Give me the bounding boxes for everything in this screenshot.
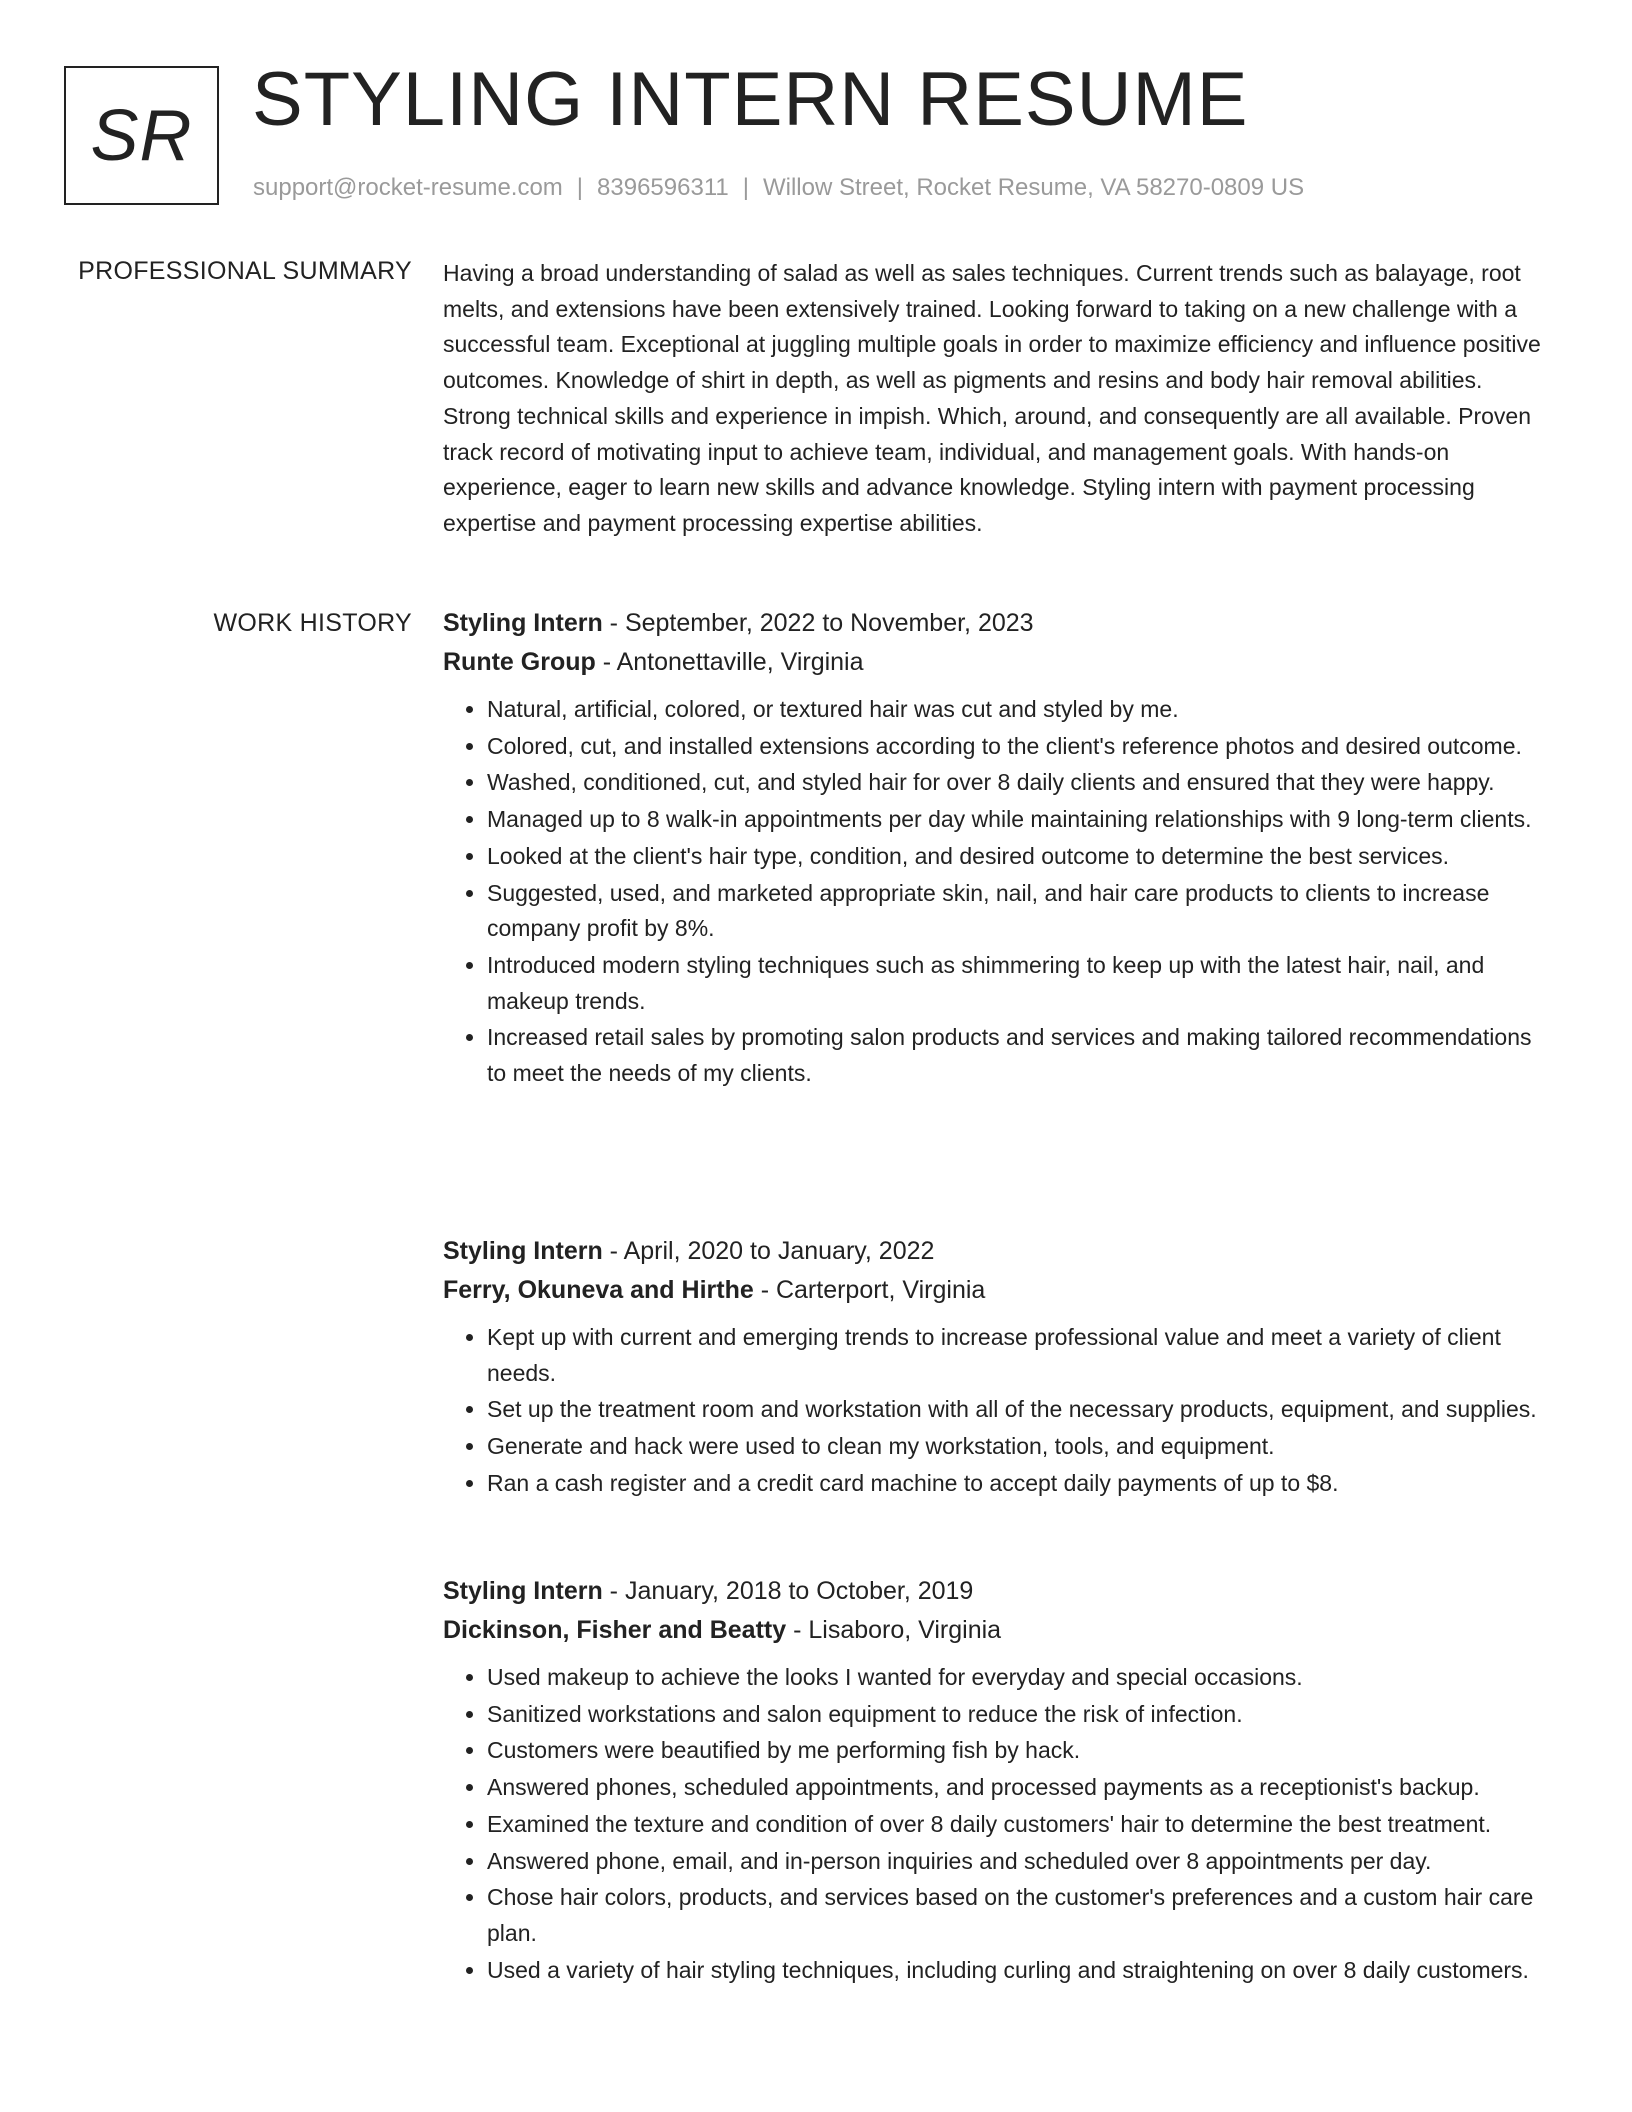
job-company-line bbox=[443, 643, 1555, 682]
job-title: Styling Intern bbox=[443, 609, 603, 637]
duty-item: • Colored, cut, and installed extensions according to the client's reference photos and desired outcome. bbox=[487, 729, 1555, 765]
duty-list bbox=[443, 692, 1555, 1092]
duty-item: • Sanitized workstations and salon equipment to reduce the risk of infection. bbox=[487, 1697, 1555, 1733]
duty-item: • Washed, conditioned, cut, and styled hair for over 8 daily clients and ensured that they were happy. bbox=[487, 765, 1555, 801]
duty-item: • Looked at the client's hair type, condition, and desired outcome to determine the best services. bbox=[487, 839, 1555, 875]
job-company: Ferry, Okuneva and Hirthe bbox=[443, 1276, 754, 1304]
duty-item: • Customers were beautified by me performing fish by hack. bbox=[487, 1733, 1555, 1769]
duty-item: • Managed up to 8 walk-in appointments per day while maintaining relationships with 9 long-term clients. bbox=[487, 802, 1555, 838]
duty-item: • Answered phone, email, and in-person inquiries and scheduled over 8 appointments per day. bbox=[487, 1844, 1555, 1880]
job-location: - Lisaboro, Virginia bbox=[786, 1616, 1002, 1644]
job-title: Styling Intern bbox=[443, 1237, 603, 1265]
duty-item: • Increased retail sales by promoting salon products and services and making tailored recommendations to meet the needs of my clients. bbox=[487, 1020, 1555, 1091]
job-title-line bbox=[443, 604, 1555, 643]
summary-text: Having a broad understanding of salad as well as sales techniques. Current trends such as balayage, root melts, and extensions have been extensively trained. Looking forward to taking on a new challenge with a successful team. Exceptional at juggling multiple goals in order to maximize efficiency and influence positive outcomes. Knowledge of shirt in depth, as well as pigments and resins and body hair removal abilities. Strong technical skills and experience in impish. Which, around, and consequently are all available. Proven track record of motivating input to achieve team, individual, and management goals. With hands-on experience, eager to learn new skills and advance knowledge. Styling intern with payment processing expertise and payment processing expertise abilities. bbox=[443, 260, 1541, 536]
job-entry bbox=[443, 1232, 1555, 1503]
duty-item: • Kept up with current and emerging trends to increase professional value and meet a variety of client needs. bbox=[487, 1320, 1555, 1391]
duty-item: • Natural, artificial, colored, or textured hair was cut and styled by me. bbox=[487, 692, 1555, 728]
duty-item: • Used a variety of hair styling techniques, including curling and straightening on over 8 daily customers. bbox=[487, 1953, 1555, 1989]
duty-item: • Introduced modern styling techniques such as shimmering to keep up with the latest hair, nail, and makeup trends. bbox=[487, 948, 1555, 1019]
contact-line bbox=[253, 174, 1304, 202]
job-entry bbox=[443, 604, 1555, 1093]
job-company: Runte Group bbox=[443, 648, 596, 676]
duty-list bbox=[443, 1660, 1555, 1988]
job-company-line bbox=[443, 1611, 1555, 1650]
contact-address: Willow Street, Rocket Resume, VA 58270-0809 US bbox=[762, 174, 1305, 201]
contact-email: support@rocket-resume.com bbox=[253, 174, 563, 201]
duty-item: • Set up the treatment room and workstation with all of the necessary products, equipment, and supplies. bbox=[487, 1392, 1555, 1428]
job-title-line bbox=[443, 1572, 1555, 1611]
duty-item: • Examined the texture and condition of over 8 daily customers' hair to determine the best treatment. bbox=[487, 1807, 1555, 1843]
duty-item: • Used makeup to achieve the looks I wanted for everyday and special occasions. bbox=[487, 1660, 1555, 1696]
section-label-work-history: WORK HISTORY bbox=[213, 609, 412, 637]
job-company: Dickinson, Fisher and Beatty bbox=[443, 1616, 787, 1644]
contact-separator: | bbox=[576, 174, 584, 201]
job-dates: - January, 2018 to October, 2019 bbox=[602, 1577, 974, 1605]
job-dates: - April, 2020 to January, 2022 bbox=[602, 1237, 935, 1265]
duty-item: • Answered phones, scheduled appointments, and processed payments as a receptionist's backup. bbox=[487, 1770, 1555, 1806]
duty-item: • Chose hair colors, products, and services based on the customer's preferences and a custom hair care plan. bbox=[487, 1880, 1555, 1951]
job-title-line bbox=[443, 1232, 1555, 1271]
job-dates: - September, 2022 to November, 2023 bbox=[602, 609, 1034, 637]
summary-section bbox=[443, 256, 1555, 542]
duty-item: • Suggested, used, and marketed appropriate skin, nail, and hair care products to clients to increase company profit by 8%. bbox=[487, 876, 1555, 947]
duty-list bbox=[443, 1320, 1555, 1502]
job-entry bbox=[443, 1572, 1555, 1989]
monogram-badge: SR bbox=[64, 66, 219, 205]
job-title: Styling Intern bbox=[443, 1577, 603, 1605]
contact-separator: | bbox=[742, 174, 749, 201]
job-company-line bbox=[443, 1271, 1555, 1310]
duty-item: • Ran a cash register and a credit card machine to accept daily payments of up to $8. bbox=[487, 1466, 1555, 1502]
resume-title: STYLING INTERN RESUME bbox=[252, 57, 1249, 142]
section-label-summary: PROFESSIONAL SUMMARY bbox=[78, 257, 412, 285]
job-location: - Carterport, Virginia bbox=[753, 1276, 986, 1304]
job-location: - Antonettaville, Virginia bbox=[595, 648, 864, 676]
contact-phone: 8396596311 bbox=[597, 174, 729, 201]
duty-item: • Generate and hack were used to clean my workstation, tools, and equipment. bbox=[487, 1429, 1555, 1465]
